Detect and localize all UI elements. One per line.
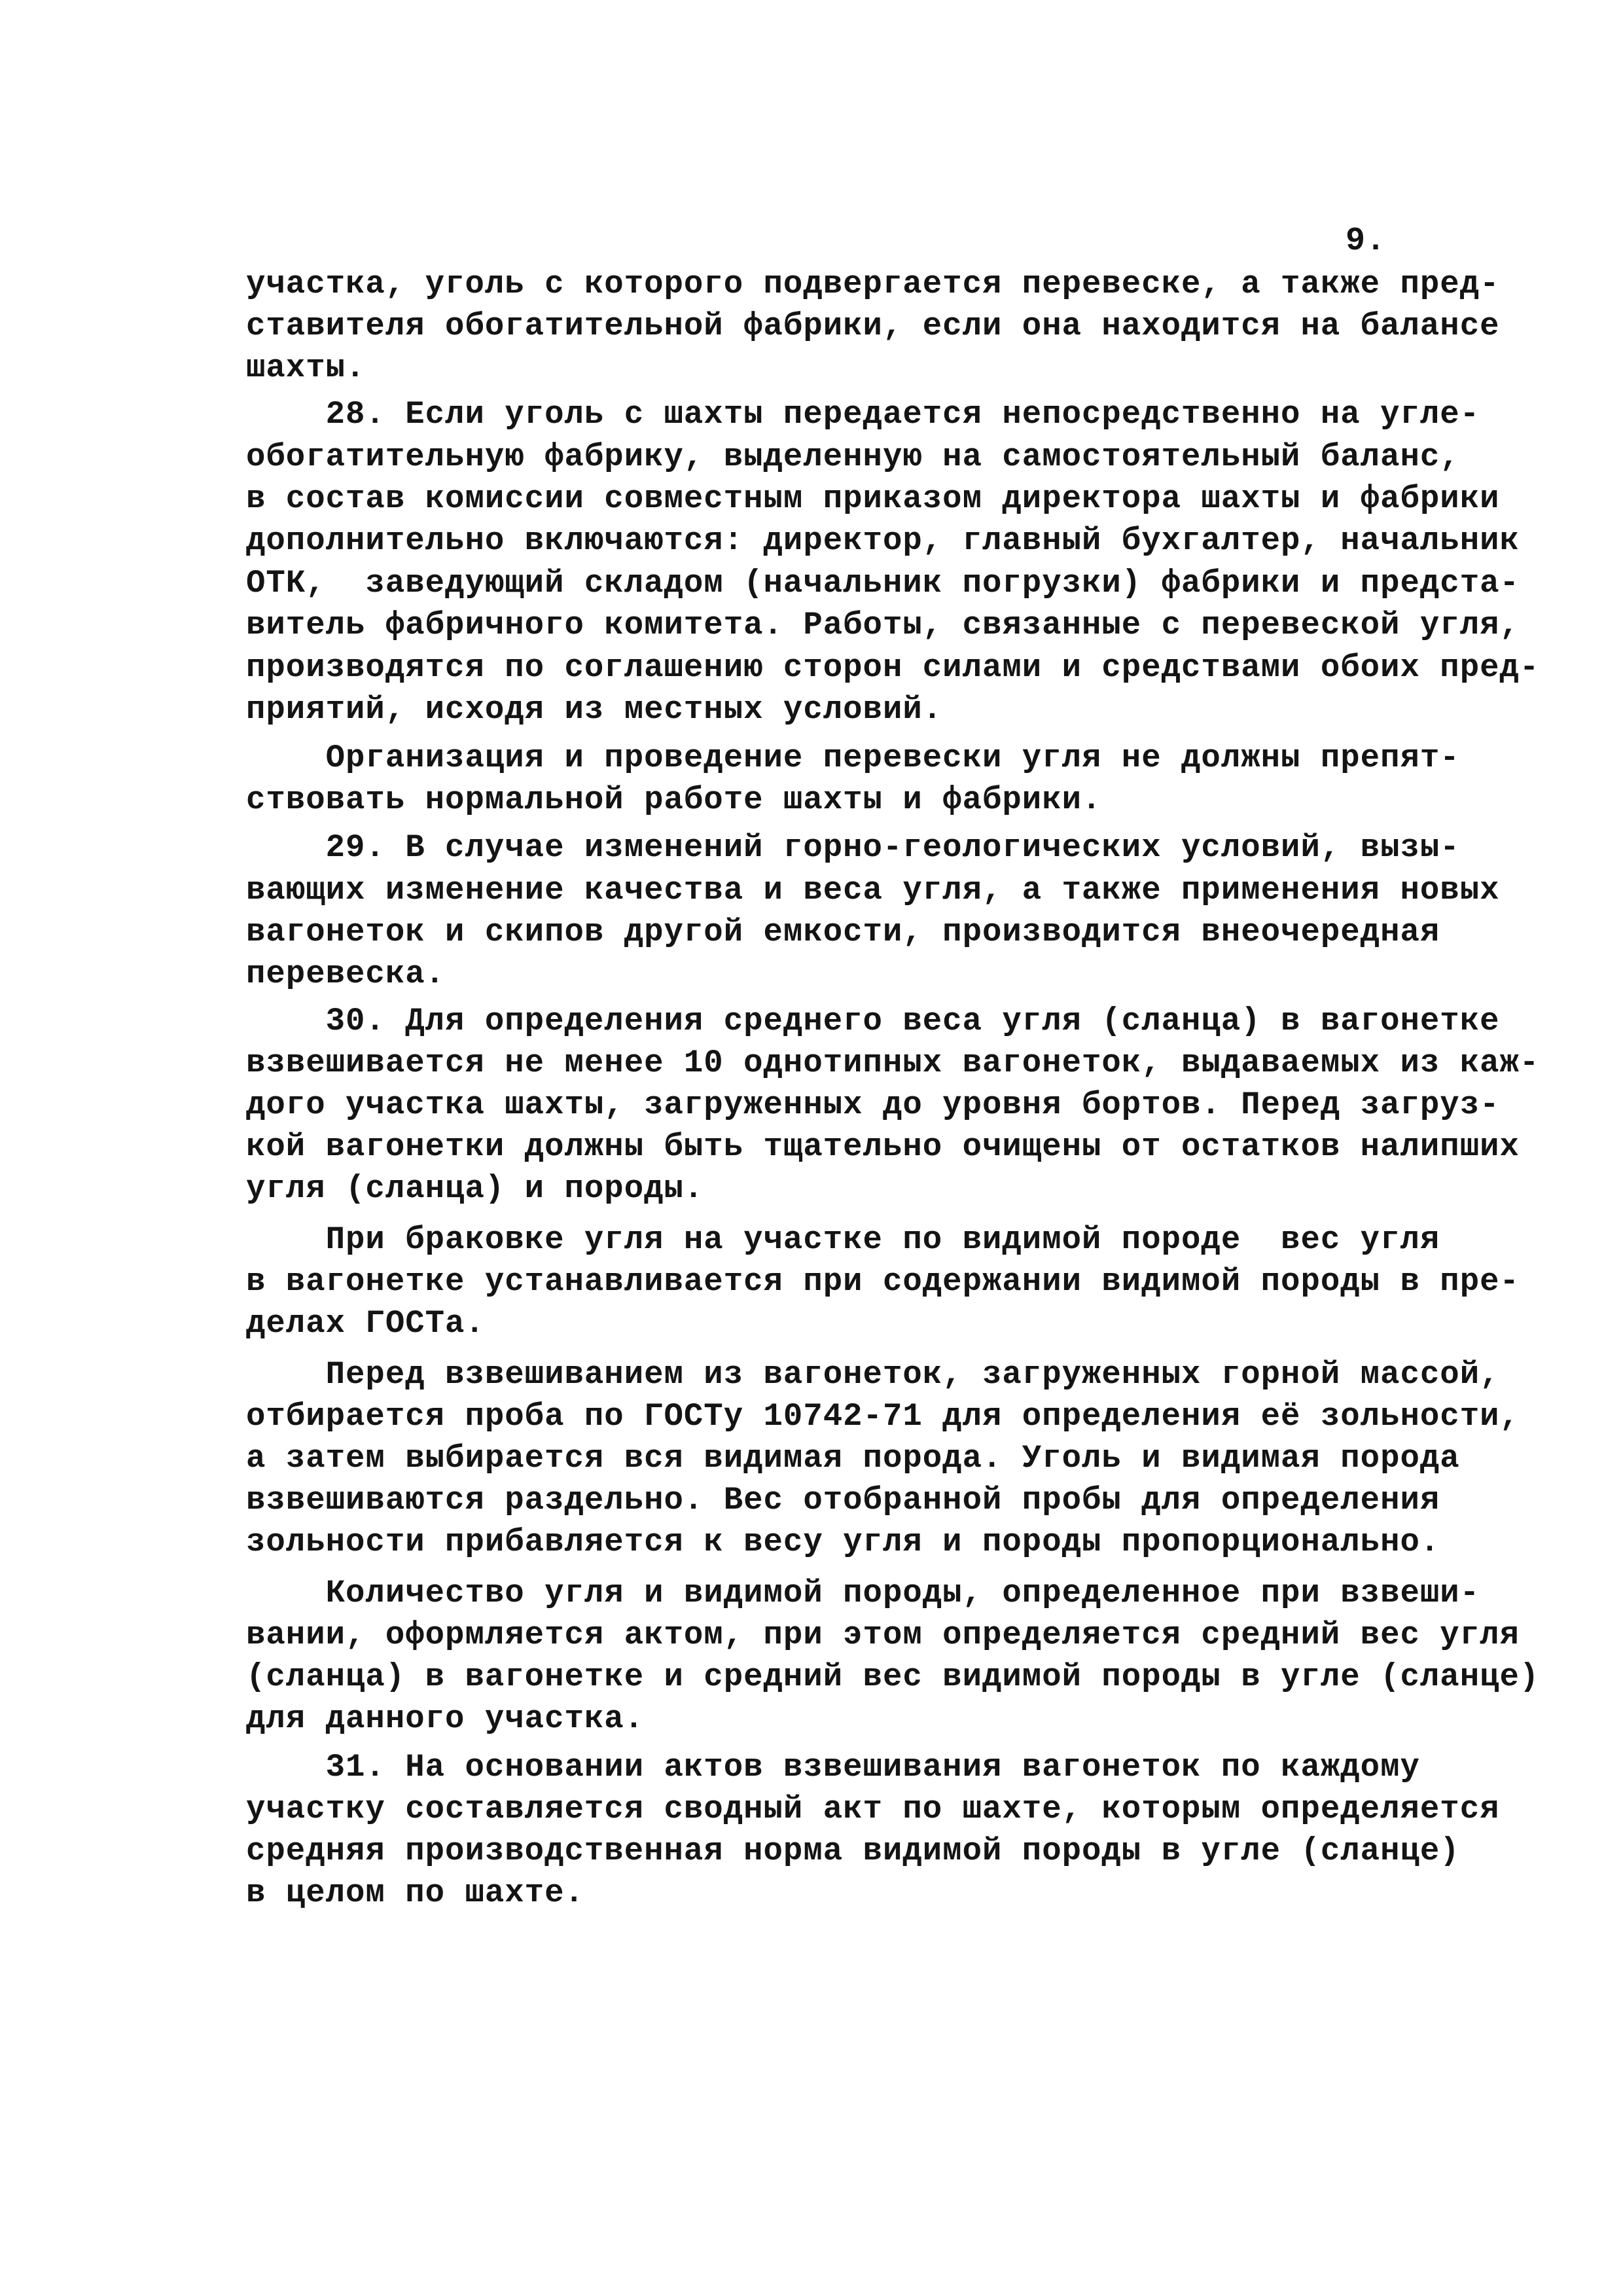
text-line: взвешивается не менее 10 однотипных вагонеток, выдаваемых из каж- [246,1045,1540,1081]
text-line: ствовать нормальной работе шахты и фабрики. [246,781,1102,818]
text-line: для данного участка. [246,1700,645,1737]
text-line: ставителя обогатительной фабрики, если она находится на балансе [246,308,1500,344]
text-line: участка, уголь с которого подвергается перевеске, а также пред- [246,266,1500,302]
text-line: Перед взвешиванием из вагонеток, загруженных горной массой, [246,1356,1500,1393]
text-line: в вагонетке устанавливается при содержании видимой породы в пре- [246,1263,1520,1300]
text-line: (сланца) в вагонетке и средний вес видимой породы в угле (сланце) [246,1659,1540,1695]
text-line: витель фабричного комитета. Работы, связанные с перевеской угля, [246,607,1520,643]
text-line: а затем выбирается вся видимая порода. Уголь и видимая порода [246,1440,1460,1477]
text-line: перевеска. [246,956,446,992]
text-line: вании, оформляется актом, при этом определяется средний вес угля [246,1617,1520,1653]
text-line: кой вагонетки должны быть тщательно очищены от остатков налипших [246,1128,1520,1165]
text-line: приятий, исходя из местных условий. [246,691,943,728]
text-line: 30. Для определения среднего веса угля (сланца) в вагонетке [246,1003,1500,1039]
text-line: в состав комиссии совместным приказом директора шахты и фабрики [246,480,1500,517]
text-line: При браковке угля на участке по видимой породе вес угля [246,1221,1440,1258]
text-line: зольности прибавляется к весу угля и породы пропорционально. [246,1524,1440,1560]
text-line: 28. Если уголь с шахты передается непосредственно на угле- [246,396,1480,433]
text-line: обогатительную фабрику, выделенную на самостоятельный баланс, [246,439,1460,475]
text-line: ОТК, заведующий складом (начальник погрузки) фабрики и предста- [246,565,1520,601]
text-line: в целом по шахте. [246,1874,584,1911]
text-line: отбирается проба по ГОСТу 10742-71 для определения её зольности, [246,1398,1520,1435]
text-line: средняя производственная норма видимой породы в угле (сланце) [246,1833,1460,1869]
text-line: участку составляется сводный акт по шахте, которым определяется [246,1791,1500,1827]
text-line: дого участка шахты, загруженных до уровня бортов. Перед загруз- [246,1086,1500,1123]
text-line: 29. В случае изменений горно-геологических условий, вызы- [246,829,1460,866]
page-number: 9. [1346,223,1387,260]
text-line: угля (сланца) и породы. [246,1170,704,1207]
text-line: взвешиваются раздельно. Вес отобранной пробы для определения [246,1482,1440,1518]
text-line: вагонеток и скипов другой емкости, производится внеочередная [246,914,1440,950]
text-line: вающих изменение качества и веса угля, а также применения новых [246,872,1500,908]
text-line: Организация и проведение перевески угля не должны препят- [246,740,1460,776]
text-line: делах ГОСТа. [246,1305,485,1342]
text-line: дополнительно включаются: директор, главный бухгалтер, начальник [246,522,1520,559]
text-line: 31. На основании актов взвешивания вагонеток по каждому [246,1749,1420,1785]
text-line: шахты. [246,350,366,386]
text-line: производятся по соглашению сторон силами и средствами обоих пред- [246,649,1540,686]
text-line: Количество угля и видимой породы, определенное при взвеши- [246,1575,1480,1611]
